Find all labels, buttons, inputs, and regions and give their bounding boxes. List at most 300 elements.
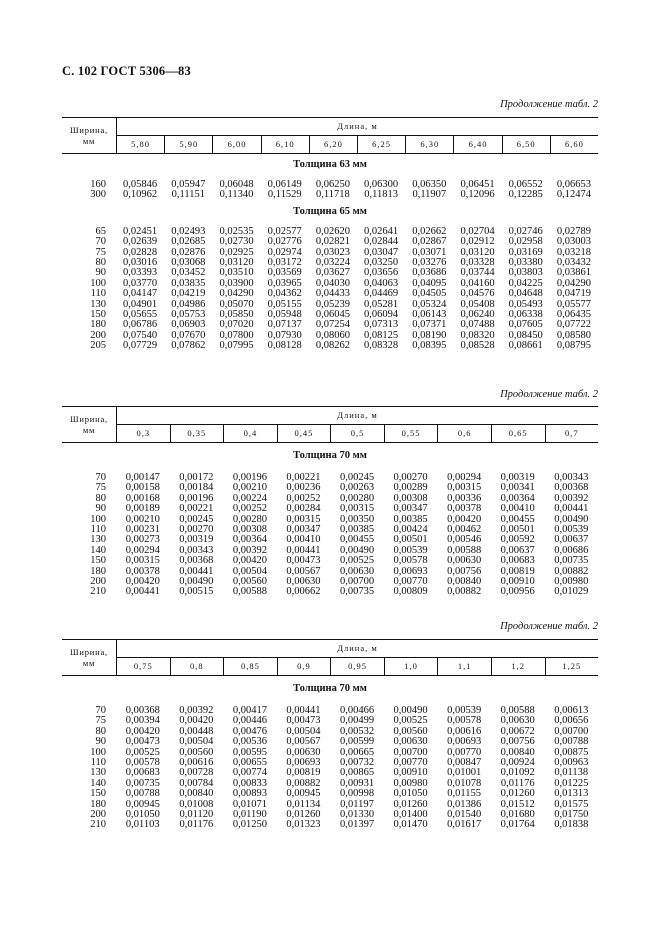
volume-value: 0,00756: [447, 565, 482, 577]
length-value: 0,55: [385, 425, 439, 442]
volume-value: 0,05493: [508, 298, 543, 310]
volume-value: 0,01176: [179, 819, 214, 831]
volume-value: 0,04362: [267, 288, 302, 300]
volume-value: 0,01313: [554, 788, 589, 800]
width-header-unit: мм: [82, 424, 96, 435]
width-value: 75: [95, 715, 106, 727]
volume-value: 0,08060: [315, 329, 350, 341]
volume-value: 0,05408: [460, 298, 495, 310]
volume-value: 0,00998: [339, 788, 375, 800]
width-header-label: Ширина,: [70, 646, 108, 657]
volume-value: 0,00263: [339, 482, 375, 494]
volume-value: 0,00567: [286, 736, 321, 748]
volume-value: 0,00336: [447, 492, 482, 504]
width-header: [62, 640, 117, 675]
volume-value: 0,05948: [267, 309, 302, 321]
volume-value: 0,00476: [232, 725, 267, 737]
volume-value: 0,07540: [123, 329, 158, 341]
volume-value: 0,00420: [232, 555, 267, 567]
volume-value: 0,03569: [267, 267, 302, 279]
table-block: [62, 639, 598, 831]
width-value: 80: [95, 725, 106, 737]
volume-value: 0,00840: [447, 576, 482, 588]
volume-value: 0,01250: [232, 819, 267, 831]
volume-value: 0,03328: [460, 257, 495, 269]
volume-value: 0,00210: [125, 513, 160, 525]
volume-value: 0,06338: [508, 309, 543, 321]
table-header: [62, 117, 598, 154]
volume-value: 0,08320: [460, 329, 495, 341]
volume-value: 0,06552: [508, 179, 543, 190]
volume-value: 0,00289: [393, 482, 428, 494]
volume-value: 0,04469: [364, 288, 399, 300]
volume-value: 0,00847: [447, 757, 482, 769]
volume-value: 0,08190: [412, 329, 447, 341]
volume-value: 0,02867: [412, 236, 447, 248]
volume-value: 0,07729: [123, 340, 158, 352]
volume-value: 0,00735: [554, 555, 589, 567]
volume-value: 0,00630: [393, 736, 428, 748]
volume-value: 0,04095: [412, 277, 447, 289]
volume-value: 0,03218: [556, 246, 591, 258]
volume-value: 0,01190: [233, 809, 267, 821]
volume-value: 0,03432: [556, 257, 591, 269]
width-value: 210: [90, 586, 106, 598]
volume-value: 0,00630: [286, 576, 321, 588]
volume-value: 0,02641: [364, 225, 399, 237]
volume-value: 0,08125: [364, 329, 399, 341]
length-header-title: Длина, м: [117, 118, 598, 136]
volume-value: 0,00683: [125, 767, 160, 779]
volume-value: 0,00945: [125, 798, 160, 810]
length-values: [117, 658, 598, 675]
length-value: 6,50: [503, 136, 551, 153]
length-value: 0,35: [171, 425, 225, 442]
volume-value: 0,08328: [364, 340, 399, 352]
volume-value: 0,00252: [286, 492, 321, 504]
width-header: [62, 407, 117, 442]
volume-value: 0,00473: [286, 555, 321, 567]
volume-value: 0,01397: [339, 819, 375, 831]
table-rows: [62, 706, 598, 831]
volume-value: 0,00210: [232, 482, 267, 494]
volume-value: 0,01103: [125, 819, 160, 831]
volume-value: 0,00893: [232, 788, 267, 800]
volume-value: 0,03023: [315, 246, 350, 258]
volume-value: 0,00504: [232, 565, 267, 577]
volume-value: 0,00490: [554, 513, 589, 525]
volume-value: 0,05753: [171, 309, 206, 321]
volume-value: 0,00788: [554, 736, 589, 748]
volume-value: 0,00595: [232, 746, 267, 758]
volume-value: 0,03276: [412, 257, 447, 269]
volume-value: 0,00270: [393, 472, 428, 483]
width-header-label: Ширина,: [70, 413, 108, 424]
volume-value: 0,05239: [315, 298, 350, 310]
volume-value: 0,00525: [393, 715, 428, 727]
volume-value: 0,00168: [125, 492, 160, 504]
volume-value: 0,07670: [171, 329, 206, 341]
length-value: 0,75: [117, 658, 171, 675]
volume-value: 0,01071: [232, 798, 267, 810]
volume-value: 0,08580: [556, 329, 591, 341]
volume-value: 0,11340: [219, 189, 254, 201]
volume-value: 0,07371: [412, 319, 447, 331]
volume-value: 0,00424: [393, 524, 428, 536]
width-header: [62, 118, 117, 153]
volume-value: 0,06250: [315, 179, 350, 190]
volume-value: 0,01260: [500, 788, 535, 800]
volume-value: 0,08450: [508, 329, 543, 341]
length-value: 0,5: [331, 425, 385, 442]
volume-value: 0,05324: [412, 298, 447, 310]
volume-value: 0,07862: [171, 340, 206, 352]
volume-value: 0,00686: [554, 544, 589, 556]
length-value: 0,8: [171, 658, 225, 675]
volume-value: 0,03510: [219, 267, 254, 279]
length-value: 6,40: [454, 136, 502, 153]
volume-value: 0,01540: [447, 809, 482, 821]
volume-value: 0,00693: [286, 757, 321, 769]
volume-value: 0,00560: [232, 576, 267, 588]
volume-value: 0,08528: [460, 340, 495, 352]
volume-value: 0,00560: [179, 746, 214, 758]
volume-value: 0,00882: [286, 777, 321, 789]
volume-cells: [116, 587, 598, 597]
volume-value: 0,00630: [286, 746, 321, 758]
length-values: [117, 425, 598, 442]
volume-value: 0,00196: [232, 472, 267, 483]
volume-value: 0,01680: [500, 809, 535, 821]
volume-value: 0,05947: [171, 179, 206, 190]
volume-value: 0,07995: [219, 340, 254, 352]
width-value: 130: [90, 767, 106, 779]
volume-value: 0,00616: [179, 757, 214, 769]
volume-value: 0,04219: [171, 288, 206, 300]
volume-value: 0,00504: [179, 736, 214, 748]
volume-value: 0,07254: [315, 319, 350, 331]
volume-value: 0,00441: [286, 705, 321, 716]
volume-value: 0,00865: [339, 767, 375, 779]
volume-value: 0,02493: [171, 225, 206, 237]
volume-value: 0,00963: [554, 757, 589, 769]
continuation-label: Продолжение табл. 2: [500, 389, 598, 400]
width-value: 130: [90, 534, 106, 546]
volume-value: 0,00473: [125, 736, 160, 748]
volume-value: 0,03627: [315, 267, 350, 279]
volume-value: 0,00441: [554, 503, 589, 515]
volume-value: 0,04901: [123, 298, 158, 310]
volume-value: 0,01330: [339, 809, 375, 821]
continuation-label: Продолжение табл. 2: [500, 621, 598, 632]
volume-value: 0,03686: [412, 267, 447, 279]
volume-value: 0,00284: [286, 503, 321, 515]
volume-value: 0,07313: [364, 319, 399, 331]
volume-value: 0,03120: [460, 246, 495, 258]
width-value: 130: [90, 298, 106, 310]
length-value: 0,45: [278, 425, 332, 442]
volume-value: 0,00473: [286, 715, 321, 727]
table-header: [62, 406, 598, 443]
volume-value: 0,08661: [508, 340, 543, 352]
volume-value: 0,00578: [393, 555, 428, 567]
volume-value: 0,00420: [447, 513, 482, 525]
width-value: 200: [90, 809, 106, 821]
volume-value: 0,01029: [554, 586, 589, 598]
volume-value: 0,00441: [179, 565, 214, 577]
length-header: [117, 640, 598, 675]
volume-value: 0,00270: [179, 524, 214, 536]
width-value: 100: [90, 277, 106, 289]
length-value: 0,3: [117, 425, 171, 442]
volume-value: 0,03120: [219, 257, 254, 269]
volume-value: 0,11718: [316, 189, 350, 201]
volume-value: 0,00840: [500, 746, 535, 758]
volume-value: 0,00662: [286, 586, 321, 598]
volume-value: 0,00466: [339, 705, 375, 716]
volume-value: 0,00588: [232, 586, 267, 598]
volume-value: 0,00980: [554, 576, 589, 588]
volume-value: 0,02704: [460, 225, 495, 237]
table-block: [62, 117, 598, 352]
volume-value: 0,00392: [179, 705, 214, 716]
volume-value: 0,00417: [232, 705, 267, 716]
volume-value: 0,00693: [447, 736, 482, 748]
volume-value: 0,04225: [508, 277, 543, 289]
volume-value: 0,00732: [339, 757, 375, 769]
volume-value: 0,08262: [315, 340, 350, 352]
volume-value: 0,06653: [556, 179, 591, 190]
volume-value: 0,08795: [556, 340, 591, 352]
length-value: 6,00: [213, 136, 261, 153]
volume-value: 0,07930: [267, 329, 302, 341]
volume-value: 0,00616: [447, 725, 482, 737]
volume-value: 0,00525: [125, 746, 160, 758]
volume-value: 0,00630: [500, 715, 535, 727]
width-value: 140: [90, 544, 106, 556]
volume-value: 0,03452: [171, 267, 206, 279]
volume-value: 0,11907: [412, 189, 447, 201]
volume-value: 0,00221: [179, 503, 214, 515]
width-value: 70: [95, 705, 106, 716]
section-title: Толщина 63 мм: [293, 159, 367, 170]
volume-value: 0,02685: [171, 236, 206, 248]
volume-value: 0,00728: [179, 767, 214, 779]
volume-value: 0,06149: [267, 179, 302, 190]
volume-value: 0,03656: [364, 267, 399, 279]
volume-value: 0,05281: [364, 298, 399, 310]
volume-value: 0,01260: [393, 798, 428, 810]
volume-value: 0,00343: [554, 472, 589, 483]
volume-value: 0,02639: [123, 236, 158, 248]
volume-value: 0,00319: [500, 472, 535, 483]
volume-value: 0,03900: [219, 277, 254, 289]
volume-value: 0,00368: [554, 482, 589, 494]
volume-value: 0,00394: [125, 715, 160, 727]
volume-value: 0,00224: [232, 492, 267, 504]
volume-value: 0,10962: [123, 189, 158, 201]
volume-value: 0,00924: [500, 757, 535, 769]
volume-value: 0,01764: [500, 819, 535, 831]
volume-value: 0,00945: [286, 788, 321, 800]
volume-value: 0,00364: [232, 534, 267, 546]
volume-value: 0,00319: [179, 534, 214, 546]
volume-value: 0,03965: [267, 277, 302, 289]
volume-value: 0,00273: [125, 534, 160, 546]
width-value: 90: [95, 736, 106, 748]
width-value: 150: [90, 555, 106, 567]
volume-value: 0,00392: [554, 492, 589, 504]
volume-value: 0,00882: [554, 565, 589, 577]
volume-value: 0,00910: [393, 767, 428, 779]
volume-value: 0,00189: [125, 503, 160, 515]
volume-value: 0,02730: [219, 236, 254, 248]
width-value: 75: [95, 246, 106, 258]
volume-value: 0,08395: [412, 340, 447, 352]
volume-value: 0,00833: [232, 777, 267, 789]
volume-value: 0,11813: [364, 189, 398, 201]
width-value: 65: [95, 225, 106, 237]
volume-value: 0,01617: [447, 819, 482, 831]
table-block: [62, 406, 598, 598]
volume-value: 0,02912: [460, 236, 495, 248]
width-value: 150: [90, 788, 106, 800]
volume-value: 0,01050: [125, 809, 160, 821]
volume-value: 0,02844: [364, 236, 399, 248]
width-value: 300: [90, 189, 106, 201]
volume-value: 0,04160: [460, 277, 495, 289]
length-header: [117, 407, 598, 442]
volume-value: 0,07020: [219, 319, 254, 331]
length-value: 0,95: [331, 658, 385, 675]
volume-value: 0,00410: [500, 503, 535, 515]
volume-value: 0,01092: [500, 767, 535, 779]
volume-value: 0,00637: [554, 534, 589, 546]
volume-value: 0,00462: [447, 524, 482, 536]
length-value: 6,60: [564, 139, 584, 149]
length-value: 1,1: [438, 658, 492, 675]
volume-value: 0,00735: [339, 586, 375, 598]
volume-value: 0,05846: [123, 179, 158, 190]
volume-value: 0,02821: [315, 236, 350, 248]
volume-value: 0,01138: [554, 767, 589, 779]
volume-value: 0,07137: [267, 319, 302, 331]
volume-value: 0,00700: [393, 746, 428, 758]
width-value: 180: [90, 319, 106, 331]
volume-value: 0,06240: [460, 309, 495, 321]
volume-value: 0,03224: [315, 257, 350, 269]
volume-value: 0,05070: [219, 298, 254, 310]
section-title: Толщина 70 мм: [293, 683, 367, 694]
volume-value: 0,00637: [500, 544, 535, 556]
width-value: 205: [90, 340, 106, 352]
volume-value: 0,06300: [364, 179, 399, 190]
volume-value: 0,00560: [393, 725, 428, 737]
volume-value: 0,00196: [179, 492, 214, 504]
volume-value: 0,00539: [393, 544, 428, 556]
length-header-title: Длина, м: [117, 640, 598, 658]
volume-value: 0,00931: [339, 777, 375, 789]
length-value: 1,25: [562, 661, 582, 671]
volume-value: 0,01838: [554, 819, 589, 831]
width-value: 70: [95, 472, 106, 483]
volume-value: 0,00420: [179, 715, 214, 727]
width-value: 110: [90, 524, 106, 536]
volume-value: 0,00700: [339, 576, 375, 588]
volume-value: 0,00385: [339, 524, 375, 536]
volume-value: 0,00784: [179, 777, 214, 789]
volume-value: 0,01197: [340, 798, 374, 810]
volume-value: 0,01260: [286, 809, 321, 821]
volume-value: 0,00735: [125, 777, 160, 789]
width-value: 100: [90, 746, 106, 758]
volume-value: 0,00809: [393, 586, 428, 598]
length-value: 0,9: [278, 658, 332, 675]
volume-value: 0,02662: [412, 225, 447, 237]
volume-cells: [116, 820, 598, 830]
volume-value: 0,06786: [123, 319, 158, 331]
volume-value: 0,01225: [554, 777, 589, 789]
volume-value: 0,00490: [339, 544, 375, 556]
volume-value: 0,00656: [554, 715, 589, 727]
volume-value: 0,00147: [125, 472, 160, 483]
volume-value: 0,12096: [460, 189, 495, 201]
volume-value: 0,04063: [364, 277, 399, 289]
table-header: [62, 639, 598, 676]
volume-value: 0,00347: [286, 524, 321, 536]
volume-value: 0,00774: [232, 767, 267, 779]
volume-value: 0,03172: [267, 257, 302, 269]
width-value: 75: [95, 482, 106, 494]
volume-value: 0,00441: [125, 586, 160, 598]
volume-value: 0,00341: [500, 482, 535, 494]
volume-value: 0,01575: [554, 798, 589, 810]
volume-value: 0,00683: [500, 555, 535, 567]
volume-value: 0,01120: [179, 809, 214, 821]
volume-value: 0,01750: [554, 809, 589, 821]
volume-value: 0,00501: [393, 534, 428, 546]
page-header: С. 102 ГОСТ 5306—83: [62, 64, 191, 78]
volume-value: 0,00501: [500, 524, 535, 536]
volume-value: 0,03380: [508, 257, 543, 269]
volume-value: 0,02776: [267, 236, 302, 248]
width-value: 180: [90, 565, 106, 577]
volume-value: 0,03016: [123, 257, 158, 269]
volume-value: 0,06094: [364, 309, 399, 321]
volume-value: 0,01512: [500, 798, 535, 810]
volume-value: 0,06451: [460, 179, 495, 190]
volume-value: 0,06143: [412, 309, 447, 321]
volume-value: 0,04030: [315, 277, 350, 289]
volume-value: 0,00770: [393, 757, 428, 769]
length-value: 1,0: [385, 658, 439, 675]
volume-value: 0,04576: [460, 288, 495, 300]
volume-value: 0,00385: [393, 513, 428, 525]
volume-value: 0,00446: [232, 715, 267, 727]
volume-value: 0,00693: [393, 565, 428, 577]
volume-value: 0,04290: [556, 277, 591, 289]
volume-value: 0,00184: [179, 482, 214, 494]
volume-value: 0,03068: [171, 257, 206, 269]
volume-value: 0,00770: [393, 576, 428, 588]
volume-value: 0,00343: [179, 544, 214, 556]
volume-value: 0,00532: [339, 725, 375, 737]
volume-cells: [116, 341, 598, 351]
volume-value: 0,00368: [125, 705, 160, 716]
width-header-unit: мм: [82, 657, 96, 668]
width-value: 180: [90, 798, 106, 810]
length-header: [117, 118, 598, 153]
